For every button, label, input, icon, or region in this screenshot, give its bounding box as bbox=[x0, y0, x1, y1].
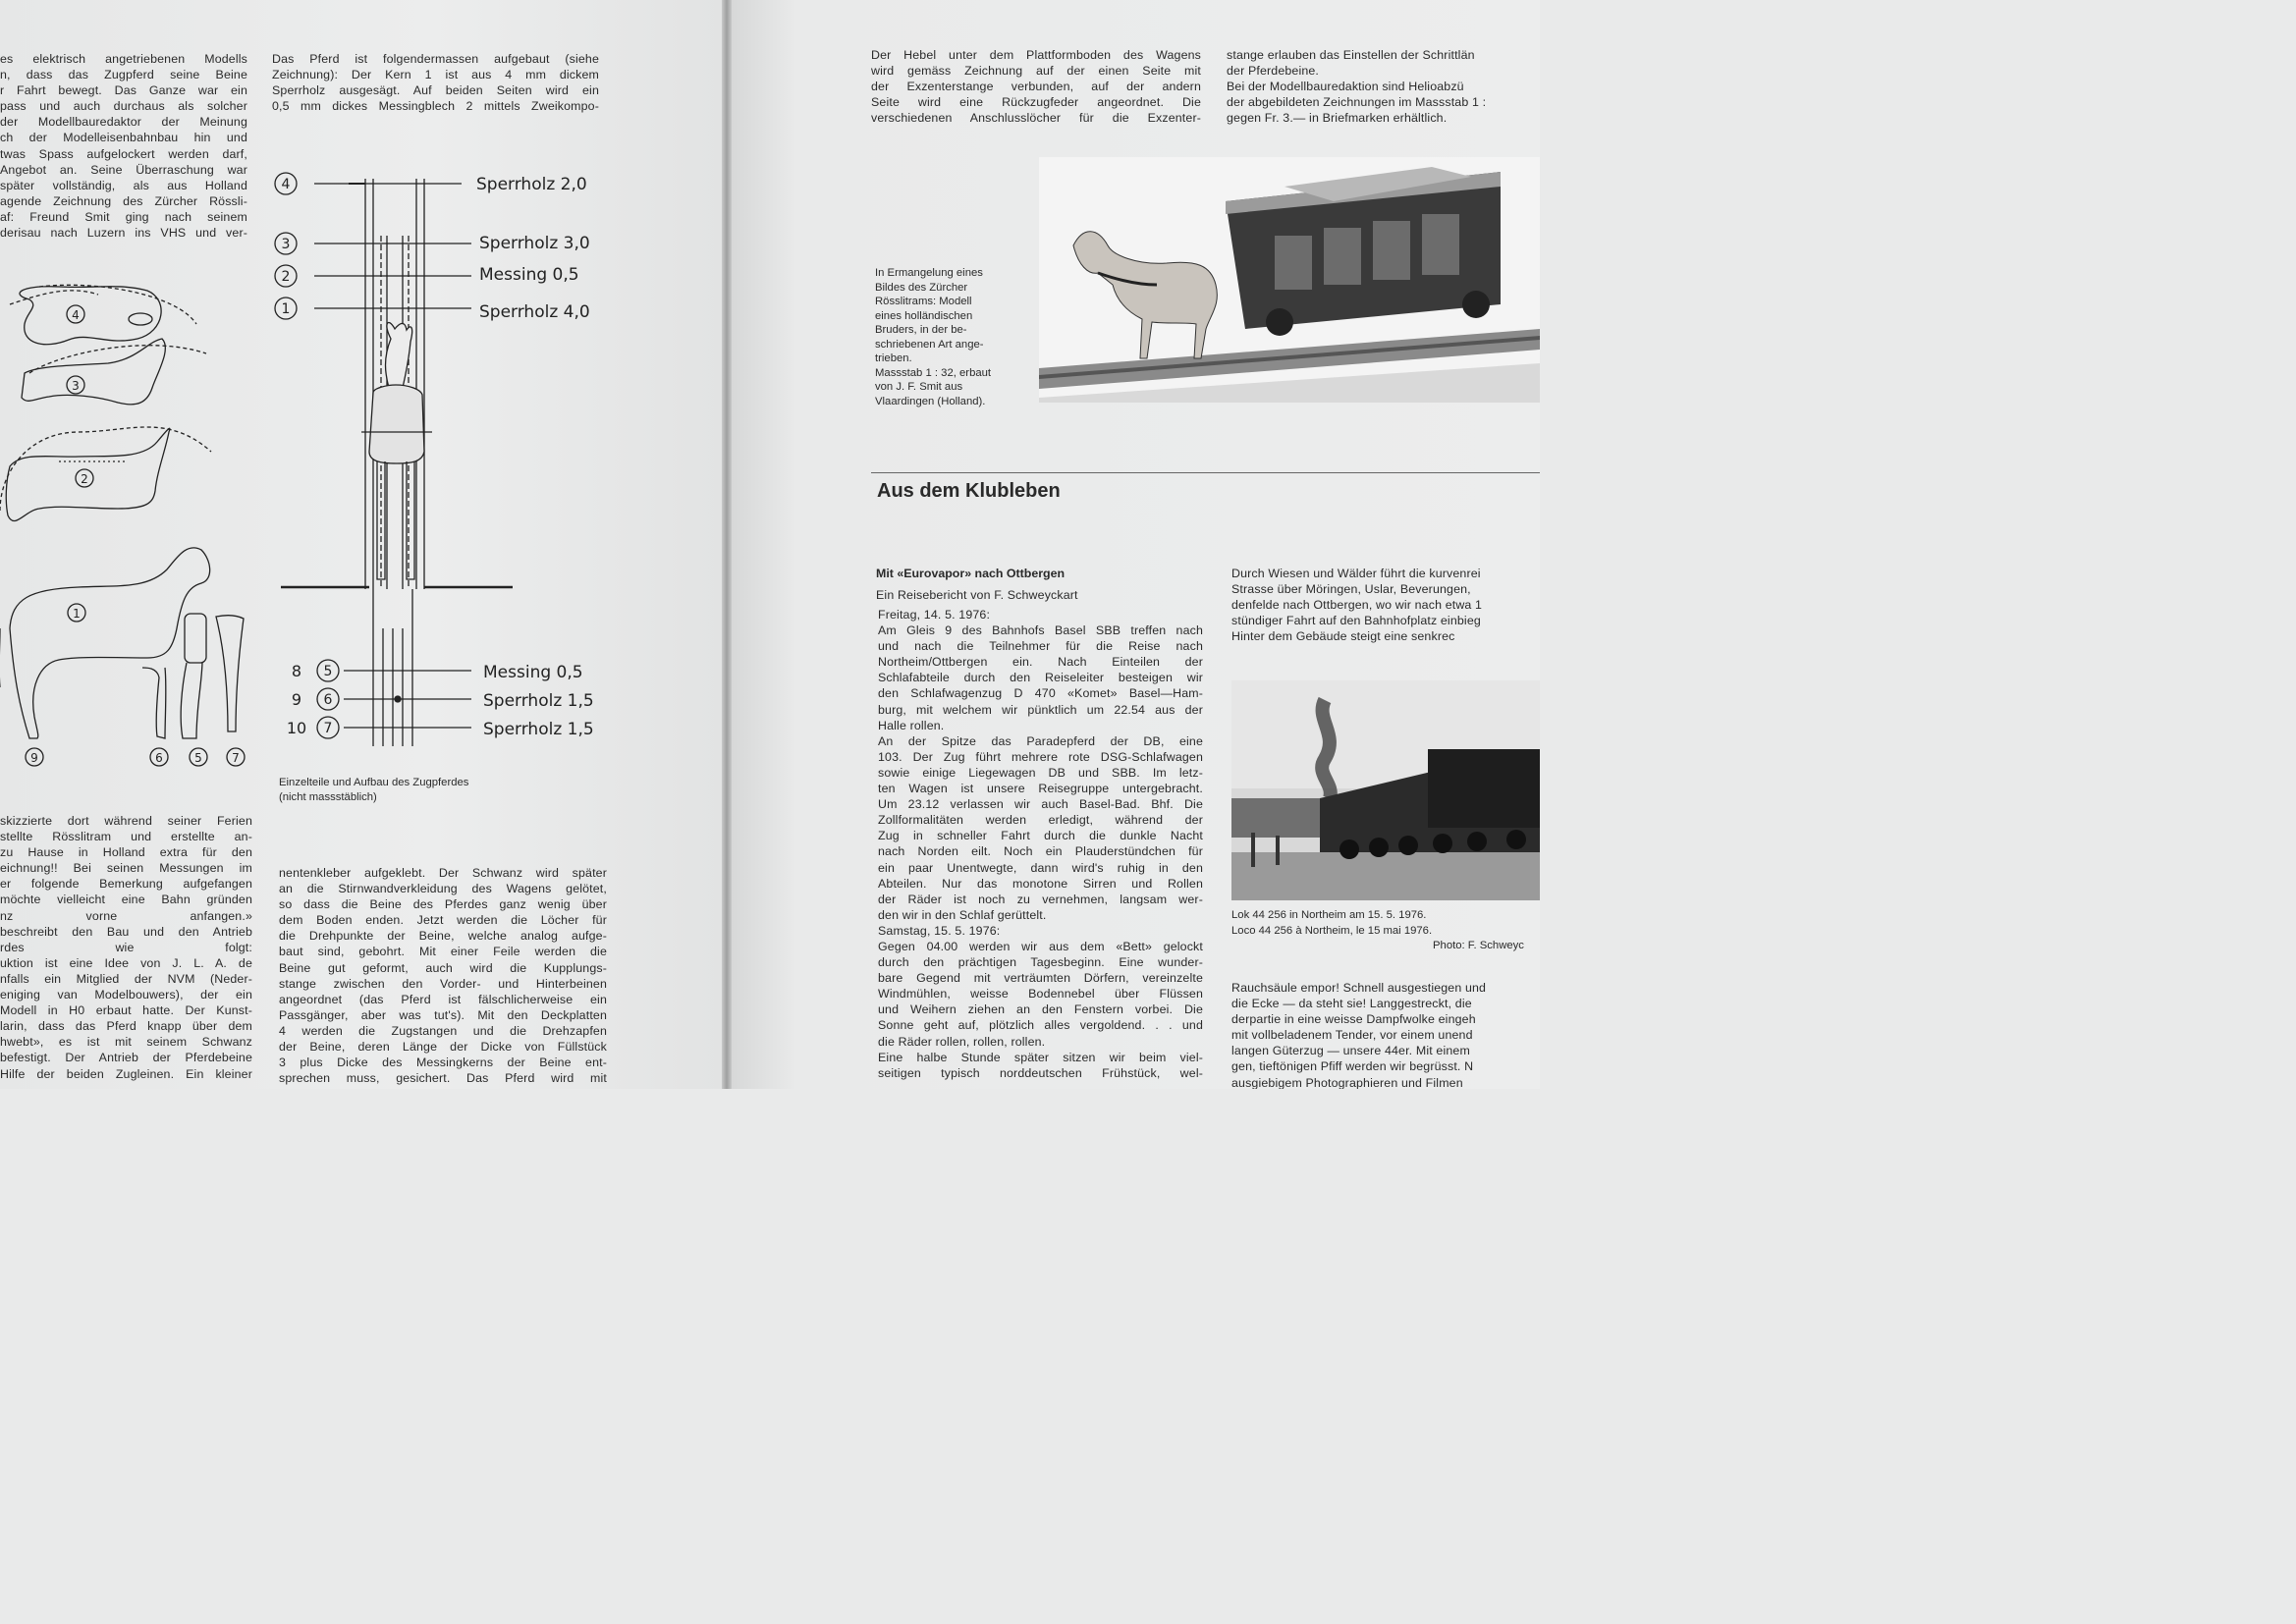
label-sperrholz-4-0: Sperrholz 4,0 bbox=[479, 302, 590, 322]
text-line: Rauchsäule empor! Schnell ausgestiegen und bbox=[1231, 981, 1487, 995]
text-line: Hinter dem Gebäude steigt eine senkrec bbox=[1231, 629, 1455, 644]
part-label-5: 5 bbox=[194, 751, 202, 765]
part-label-4: 4 bbox=[72, 308, 80, 322]
label-num-7: 7 bbox=[323, 721, 333, 736]
article-colB-top bbox=[1231, 566, 1540, 644]
label-messing-0-5-bottom: Messing 0,5 bbox=[483, 663, 583, 682]
text-line: 103. Der Zug führt mehrere rote DSG-Schlafwagen bbox=[878, 749, 1203, 764]
label-pre-8: 8 bbox=[291, 662, 302, 680]
text-line: pass und auch durchaus als solcher bbox=[0, 99, 247, 114]
text-line: den wir in den Schlaf gerüttelt. bbox=[878, 907, 1047, 922]
text-line: twas Spass aufgelockert werden darf, bbox=[0, 146, 247, 161]
text-line: den Schlafwagenzug D 470 «Komet» Basel—Ham- bbox=[878, 686, 1203, 701]
text-line: Strasse über Möringen, Uslar, Beverungen, bbox=[1231, 582, 1471, 597]
label-sperrholz-1-5-a: Sperrholz 1,5 bbox=[483, 691, 594, 711]
section-title: Aus dem Klubleben bbox=[877, 480, 1061, 502]
text-line: wird gemäss Zeichnung auf der einen Seite mit bbox=[871, 64, 1201, 79]
text-line: Bei der Modellbauredaktion sind Helioabzü bbox=[1227, 80, 1464, 94]
text-line: ausgiebigem Photographieren und Filmen bbox=[1231, 1075, 1463, 1089]
text-line: mit vollbeladenem Tender, vor einem unend bbox=[1231, 1028, 1473, 1043]
text-line: die Drehpunkte der Beine, welche analog aufge- bbox=[279, 929, 607, 944]
text-line: der Beine, deren Länge der Dicke von Füllstück bbox=[279, 1040, 607, 1055]
label-num-5: 5 bbox=[323, 664, 333, 679]
text-line: Halle rollen. bbox=[878, 718, 945, 732]
text-line: verschiedenen Anschlusslöcher für die Exzenter- bbox=[871, 111, 1201, 126]
article-colB-bottom bbox=[1231, 980, 1540, 1089]
part-label-7: 7 bbox=[232, 751, 240, 765]
article-byline: Ein Reisebericht von F. Schweyckart bbox=[876, 588, 1078, 602]
photo2-caption bbox=[1231, 907, 1432, 939]
text-line: es elektrisch angetriebenen Modells bbox=[0, 52, 247, 66]
text-line: baut sind, gebohrt. Mit einer Feile werden die bbox=[279, 945, 607, 959]
text-line: nentenkleber aufgeklebt. Der Schwanz wird später bbox=[279, 866, 607, 880]
text-line: eichnung!! Bei seinen Messungen im bbox=[0, 861, 252, 876]
article-title: Mit «Eurovapor» nach Ottbergen bbox=[876, 567, 1066, 580]
text-line: Durch Wiesen und Wälder führt die kurvenrei bbox=[1231, 567, 1481, 580]
text-line: larin, dass das Pferd knapp über dem bbox=[0, 1019, 252, 1034]
text-line: der Pferdebeine. bbox=[1227, 64, 1320, 79]
left-page bbox=[0, 0, 722, 1089]
label-sperrholz-3-0: Sperrholz 3,0 bbox=[479, 234, 590, 253]
part-label-9: 9 bbox=[30, 751, 38, 765]
text-line: burg, mit welchem wir pünktlich um 22.54 aus der bbox=[878, 702, 1203, 717]
text-line: Vlaardingen (Holland). bbox=[875, 395, 986, 407]
text-line: schriebenen Art ange- bbox=[875, 338, 984, 351]
text-line: der Exzenterstange verbunden, auf der andern bbox=[871, 80, 1201, 94]
text-line: trieben. bbox=[875, 352, 912, 364]
text-line: Windmühlen, weisse Bodennebel über Flüssen bbox=[878, 987, 1203, 1001]
text-line: gegen Fr. 3.— in Briefmarken erhältlich. bbox=[1227, 111, 1448, 126]
text-line: Eine halbe Stunde später sitzen wir beim viel- bbox=[878, 1050, 1203, 1064]
text-line: befestigt. Der Antrieb der Pferdebeine bbox=[0, 1051, 252, 1065]
text-line: später vollständig, als aus Holland bbox=[0, 178, 247, 192]
text-line: sprechen muss, gesichert. Das Pferd wird mit bbox=[279, 1071, 607, 1086]
text-line: An der Spitze das Paradepferd der DB, eine bbox=[878, 733, 1203, 748]
text-line: skizzierte dort während seiner Ferien bbox=[0, 814, 252, 828]
part-3-shape bbox=[22, 339, 165, 405]
label-sperrholz-1-5-b: Sperrholz 1,5 bbox=[483, 720, 594, 739]
text-line: Modell in H0 erbaut hatte. Der Kunst- bbox=[0, 1003, 252, 1018]
text-line: In Ermangelung eines bbox=[875, 267, 983, 279]
right-colA-top bbox=[871, 47, 1201, 126]
label-num-4: 4 bbox=[281, 177, 291, 192]
text-line: af: Freund Smit ging nach seinem bbox=[0, 209, 247, 224]
part-label-6: 6 bbox=[155, 751, 163, 765]
text-line: der Modellbauredaktor der Meinung bbox=[0, 115, 247, 130]
text-line: 4 werden die Zugstangen und die Drehzapfen bbox=[279, 1023, 607, 1038]
label-pre-9: 9 bbox=[291, 690, 302, 709]
text-line: Zug in schneller Fahrt durch die dunkle Nacht bbox=[878, 829, 1203, 843]
text-line: Sonne geht auf, plötzlich alles vergoldend. . . und bbox=[878, 1018, 1203, 1033]
text-line: Massstab 1 : 32, erbaut bbox=[875, 366, 992, 379]
text-line: stange erlauben das Einstellen der Schrittlän bbox=[1227, 48, 1475, 62]
text-line: der Räder ist noch zu vernehmen, langsam wer- bbox=[878, 892, 1203, 906]
text-line: möchte vielleicht eine Bahn gründen bbox=[0, 893, 252, 907]
text-line: stellte Rösslitram und erstellte an- bbox=[0, 830, 252, 844]
text-line: Lok 44 256 in Northeim am 15. 5. 1976. bbox=[1231, 909, 1427, 921]
text-line: 0,5 mm dickes Messingblech 2 mittels Zweikompo- bbox=[272, 99, 599, 114]
photo2-credit: Photo: F. Schweyc bbox=[1433, 940, 1524, 951]
right-page bbox=[732, 0, 1540, 1089]
label-num-2: 2 bbox=[281, 269, 291, 285]
text-line: derisau nach Luzern ins VHS und ver- bbox=[0, 226, 247, 241]
text-line: 3 plus Dicke des Messingkerns der Beine ent- bbox=[279, 1056, 607, 1070]
text-line: Das Pferd ist folgendermassen aufgebaut (siehe bbox=[272, 52, 599, 66]
right-colB-top bbox=[1227, 47, 1539, 126]
text-line: Zeichnung): Der Kern 1 ist aus 4 mm dickem bbox=[272, 68, 599, 82]
text-line: die Räder rollen, rollen, rollen. bbox=[878, 1034, 1046, 1049]
left-col2-bottom bbox=[279, 865, 607, 1086]
part-4-shape bbox=[20, 287, 161, 345]
text-line: Hilfe der beiden Zugleinen. Ein kleiner bbox=[0, 1066, 252, 1081]
text-line: der abgebildeten Zeichnungen im Massstab 1 : bbox=[1227, 95, 1487, 110]
text-line: agende Zeichnung des Zürcher Rössli- bbox=[0, 193, 247, 208]
text-line: langen Güterzug — unsere 44er. Mit einem bbox=[1231, 1044, 1470, 1058]
text-line: n, dass das Zugpferd seine Beine bbox=[0, 68, 247, 82]
text-line: angeordnet (das Pferd ist fälschlicherweise ein bbox=[279, 992, 607, 1006]
text-line: Abteilen. Nur das monotone Sirren und Rollen bbox=[878, 876, 1203, 891]
text-line: denfelde nach Ottbergen, wo wir nach etwa 1 bbox=[1231, 598, 1483, 613]
text-line: sowie einige Liegewagen DB und SBB. Im letz- bbox=[878, 765, 1203, 780]
text-line: an die Stirnwandverkleidung des Wagens gelötet, bbox=[279, 882, 607, 896]
text-line: zu Hause in Holland extra für den bbox=[0, 845, 252, 860]
text-line: gen, tieftönigen Pfiff werden wir begrüsst. N bbox=[1231, 1059, 1474, 1074]
text-line: Schlafabteile durch den Reiseleiter besteigen wir bbox=[878, 671, 1203, 685]
text-line: Samstag, 15. 5. 1976: bbox=[878, 923, 1001, 938]
text-line: Beine gut geformt, auch wird die Kupplungs- bbox=[279, 960, 607, 975]
text-line: Rösslitrams: Modell bbox=[875, 296, 972, 307]
part-1-shape bbox=[10, 548, 210, 738]
text-line: und Weihern ziehen an den Fenstern vorbei. Die bbox=[878, 1002, 1203, 1017]
text-line: Bildes des Zürcher bbox=[875, 281, 968, 294]
text-line: ein paar Unentwegte, dann wird's ruhig in den bbox=[878, 860, 1203, 875]
text-line: beschreibt den Bau und den Antrieb bbox=[0, 924, 252, 939]
text-line: er folgende Bemerkung aufgefangen bbox=[0, 877, 252, 892]
article-colA bbox=[878, 607, 1203, 1081]
text-line: die Ecke — da steht sie! Langgestreckt, die bbox=[1231, 997, 1472, 1011]
text-line: hwebt», es ist mit seinem Schwanz bbox=[0, 1035, 252, 1050]
text-line: derpartie in eine weisse Dampfwolke eingeh bbox=[1231, 1012, 1476, 1027]
text-line: Angebot an. Seine Überraschung war bbox=[0, 162, 247, 177]
text-line: Seite wird eine Rückzugfeder angeordnet. Die bbox=[871, 95, 1201, 110]
text-line: eines holländischen bbox=[875, 309, 973, 322]
label-num-1: 1 bbox=[281, 301, 291, 317]
text-line: ch der Modelleisenbahnbau hin und bbox=[0, 131, 247, 145]
gutter bbox=[722, 0, 732, 1089]
text-line: uktion ist eine Idee von J. L. A. de bbox=[0, 955, 252, 970]
text-line: seitigen typisch norddeutschen Frühstück, wel- bbox=[878, 1065, 1203, 1080]
section-rule bbox=[871, 472, 1540, 473]
part-label-1: 1 bbox=[73, 607, 81, 621]
part-label-3: 3 bbox=[72, 379, 80, 393]
text-line: (nicht massstäblich) bbox=[279, 790, 377, 803]
text-line: Northeim/Ottbergen ein. Nach Einteilen der bbox=[878, 655, 1203, 670]
text-line: und nach die Teilnehmer für die Reise nach bbox=[878, 639, 1203, 654]
part-label-2: 2 bbox=[81, 472, 88, 486]
text-line: eniging van Modelbouwers), der ein bbox=[0, 988, 252, 1002]
label-sperrholz-2-0: Sperrholz 2,0 bbox=[476, 175, 587, 194]
text-line: bare Gegend mit verträumten Dörfern, vereinzelte bbox=[878, 971, 1203, 986]
label-messing-0-5: Messing 0,5 bbox=[479, 265, 579, 285]
text-line: r Fahrt bewegt. Das Ganze war ein bbox=[0, 83, 247, 98]
text-line: nfalls ein Mitglied der NVM (Neder- bbox=[0, 971, 252, 986]
text-line: rdes wie folgt: bbox=[0, 940, 252, 954]
text-line: Freitag, 14. 5. 1976: bbox=[878, 608, 991, 622]
left-col1-bottom bbox=[0, 813, 252, 1082]
label-num-3: 3 bbox=[281, 237, 291, 252]
text-line: Zollformalitäten werden erledigt, während der bbox=[878, 813, 1203, 828]
text-line: Loco 44 256 à Northeim, le 15 mai 1976. bbox=[1231, 925, 1433, 937]
text-line: Gegen 04.00 werden wir aus dem «Bett» gelockt bbox=[878, 939, 1203, 953]
text-line: von J. F. Smit aus bbox=[875, 381, 963, 393]
horse-construction-diagram bbox=[0, 0, 722, 776]
text-line: Am Gleis 9 des Bahnhofs Basel SBB treffen nach bbox=[878, 623, 1203, 638]
text-line: Passgänger, aber was tut's). Mit den Deckplatten bbox=[279, 1007, 607, 1022]
locomotive-photo bbox=[1231, 680, 1540, 900]
text-line: stange zwischen den Vorder- und Hinterbeinen bbox=[279, 976, 607, 991]
text-line: Sperrholz ausgesägt. Auf beiden Seiten wird ein bbox=[272, 83, 599, 98]
text-line: Um 23.12 verlassen wir auch Basel-Bad. Bhf. Die bbox=[878, 797, 1203, 812]
label-pre-10: 10 bbox=[286, 719, 307, 737]
text-line: Einzelteile und Aufbau des Zugpferdes bbox=[279, 777, 469, 788]
text-line: nz vorne anfangen.» bbox=[0, 908, 252, 923]
diagram-caption bbox=[279, 776, 468, 804]
horse-tram-model-photo bbox=[1039, 157, 1540, 403]
text-line: nach Norden eilt. Noch ein Plauderstündchen für bbox=[878, 844, 1203, 859]
text-line: dem Boden enden. Jetzt werden die Löcher für bbox=[279, 913, 607, 928]
label-num-6: 6 bbox=[323, 692, 333, 708]
text-line: durch den prächtigen Tagesbeginn. Eine wunder- bbox=[878, 955, 1203, 970]
photo1-caption bbox=[875, 266, 991, 408]
text-line: Der Hebel unter dem Plattformboden des Wagens bbox=[871, 48, 1201, 62]
text-line: Bruders, in der be- bbox=[875, 324, 967, 336]
text-line: stündiger Fahrt auf den Bahnhofplatz einbieg bbox=[1231, 614, 1481, 628]
text-line: ten Wagen ist unsere Reisegruppe untergebracht. bbox=[878, 782, 1203, 796]
text-line: so dass die Beine des Pferdes ganz wenig über bbox=[279, 897, 607, 912]
